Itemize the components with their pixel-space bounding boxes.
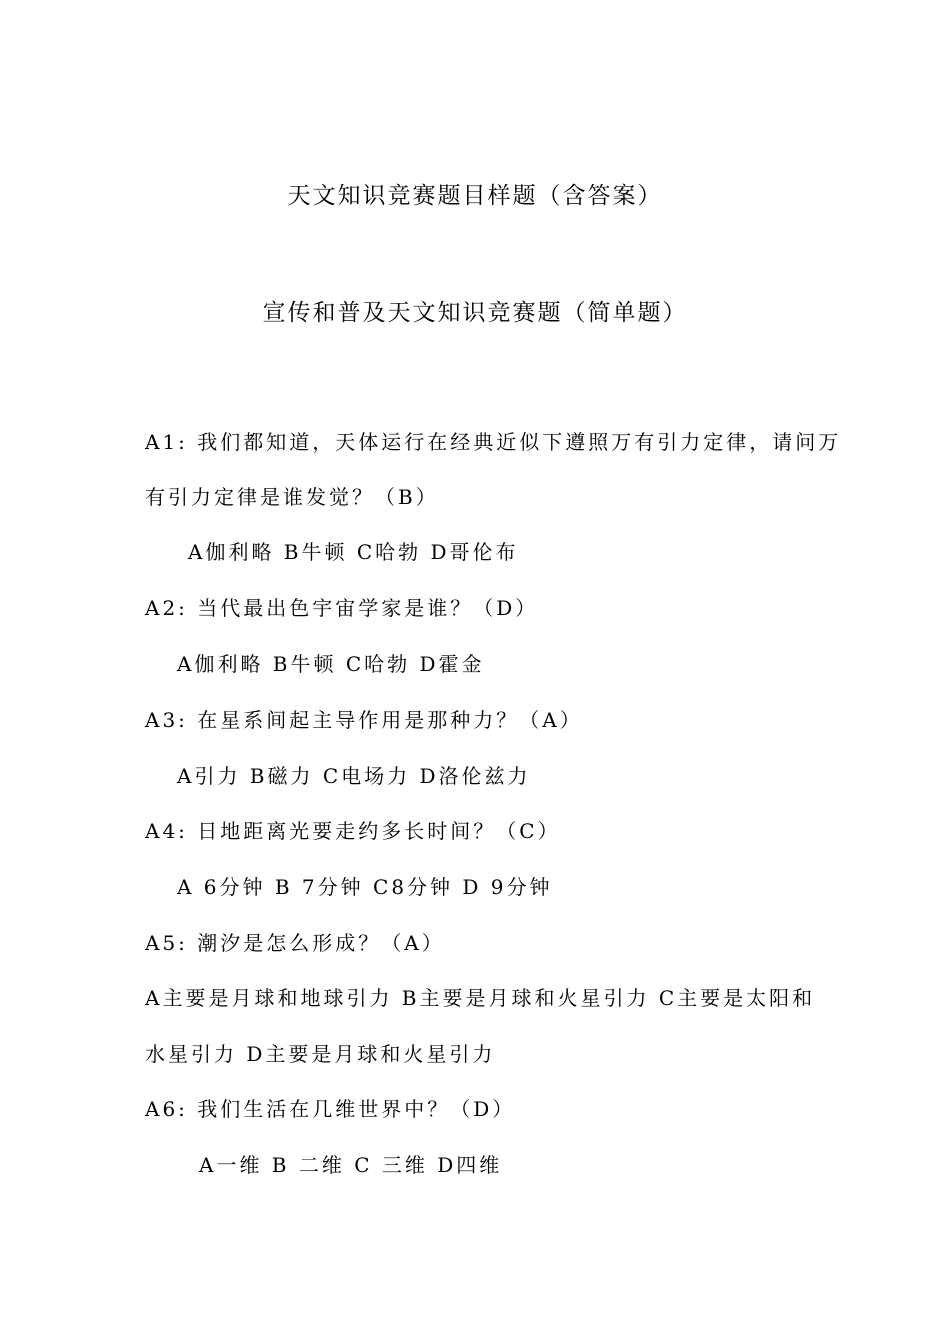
options-a5-line2: 水星引力 D主要是月球和火星引力 [145,1042,496,1066]
document-title: 天文知识竞赛题目样题（含答案） [287,183,663,209]
options-a1: A伽利略 B牛顿 C哈勃 D哥伦布 [188,540,519,564]
options-a5-line1: A主要是月球和地球引力 B主要是月球和火星引力 C主要是太阳和 [145,986,816,1010]
options-a2: A伽利略 B牛顿 C哈勃 D霍金 [177,652,485,676]
question-a1-line2: 有引力定律是谁发觉？（B） [145,485,439,509]
document-subtitle: 宣传和普及天文知识竞赛题（简单题） [262,300,688,326]
question-a2: A2: 当代最出色宇宙学家是谁？（D） [145,596,539,620]
question-a5: A5: 潮汐是怎么形成？（A） [145,931,445,955]
question-a3: A3: 在星系间起主导作用是那种力？（A） [145,708,583,732]
options-a4: A 6分钟 B 7分钟 C8分钟 D 9分钟 [177,875,553,899]
question-a4: A4: 日地距离光要走约多长时间？（C） [145,819,561,843]
question-a6: A6: 我们生活在几维世界中？（D） [145,1097,516,1121]
question-a1-line1: A1: 我们都知道，天体运行在经典近似下遵照万有引力定律，请问万 [145,430,842,454]
options-a3: A引力 B磁力 C电场力 D洛伦兹力 [177,764,531,788]
options-a6: A一维 B 二维 C 三维 D四维 [199,1153,503,1177]
